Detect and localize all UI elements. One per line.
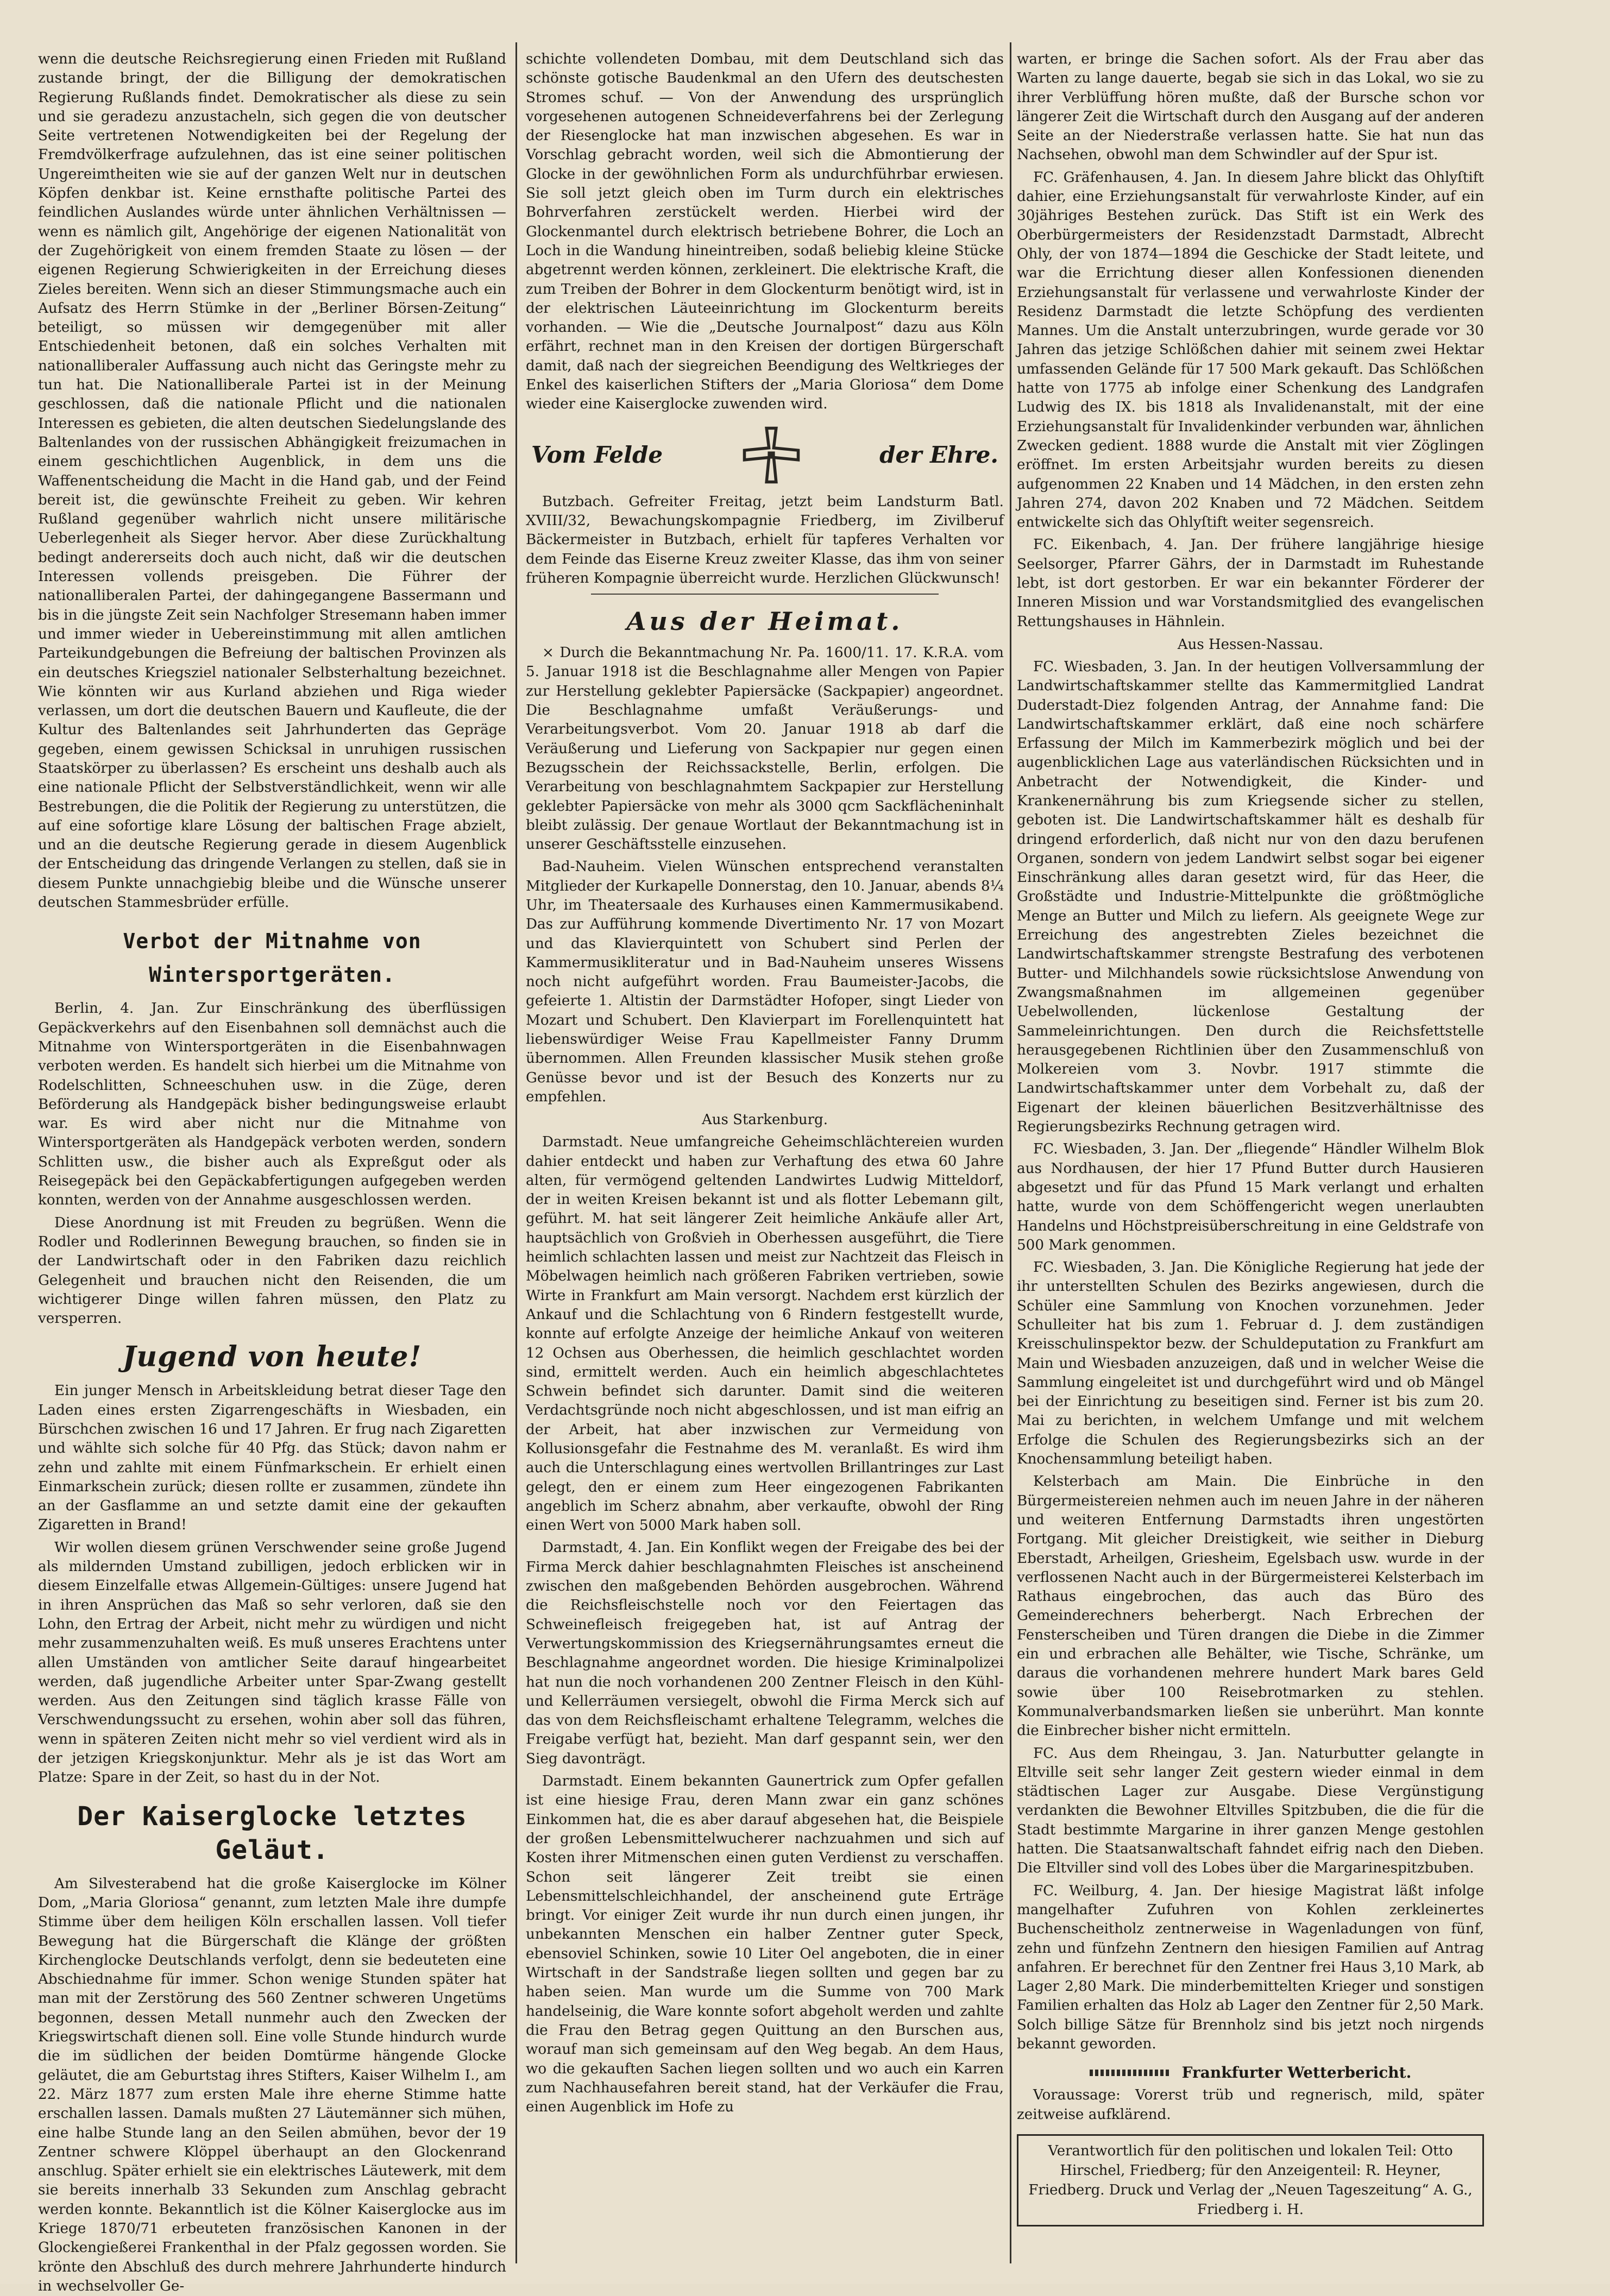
- article-paragraph: Am Silvesterabend hat die große Kaiserglocke im Kölner Dom, „Maria Gloriosa“ genannt, zum letzten Male ihre dumpfe Stimme über dem heiligen Köln erschallen lassen. Voll tiefer Bewegung hat die Bürgerschaft die Klänge der größten Kirchenglocke Deutschlands verfolgt, denn sie bedeuteten eine Abschiednahme für immer. Schon wenige Stunden später hat man mit der Zerstörung des 560 Zentner schweren Ungetüms begonnen, dessen Metall nunmehr auch den Zwecken der Kriegswirtschaft dienen soll. Eine volle Stunde hindurch wurde die im südlichen der beiden Domtürme hängende Glocke geläutet, die am Geburtstag ihres Stifters, Kaiser Wilhelm I., am 22. März 1877 zum ersten Male ihre eherne Stimme hatte erschallen lassen. Damals mußten 27 Läutemänner sich mühen, eine halbe Stunde lang an den Seilen abmühen, bevor der 19 Zentner schwere Klöppel überhaupt an den Glockenrand anschlug. Später erhielt sie ein elektrisches Läutewerk, mit dem sie bereits innerhalb 33 Sekunden zum Anschlag gebracht werden konnte. Bekanntlich ist die Kölner Kaiserglocke aus im Kriege 1870/71 erbeuteten französischen Kanonen in der Glockengießerei Frankenthal in der Pfalz gegossen worden. Sie krönte den Abschluß des durch mehrere Jahrhunderte hindurch in wechselvoller Ge-: [38, 1875, 506, 2294]
- article-paragraph: Diese Anordnung ist mit Freuden zu begrüßen. Wenn die Rodler und Rodlerinnen Bewegung brauchen, so finden sie in der Landwirtschaft oder in den Fabriken dazu reichlich Gelegenheit und brauchen nicht den Reisenden, die um wichtigerer Dinge willen fahren müssen, den Platz zu versperren.: [38, 1214, 506, 1327]
- article-paragraph: Berlin, 4. Jan. Zur Einschränkung des überflüssigen Gepäckverkehrs auf den Eisenbahnen soll demnächst auch die Mitnahme von Wintersportgeräten in die Eisenbahnwagen verboten werden. Es handelt sich hierbei um die Mitnahme von Rodelschlitten, Schneeschuhen usw. in die Züge, deren Beförderung als Handgepäck bisher bedingungsweise erlaubt war. Es wird aber nicht nur die Mitnahme von Wintersportgeräten als Handgepäck verboten werden, sondern Schlitten usw., die bisher auch als Expreßgut oder als Reisegepäck bei den Gepäckabfertigungen aufgegeben werden konnten, werden von der Annahme ausgeschlossen werden.: [38, 1000, 506, 1209]
- article-paragraph: schichte vollendeten Dombau, mit dem Deutschland sich das schönste gotische Baudenkmal an den Ufern des deutschesten Stromes schuf. — Von der Anwendung des ursprünglich vorgesehenen autogenen Schneideverfahrens bei der Zerlegung der Riesenglocke hat man inzwischen abgesehen. Es war in Vorschlag gebracht worden, weil sich die Abmontierung der Glocke in der gewöhnlichen Form als undurchführbar erwiesen. Sie soll jetzt gleich oben im Turm durch ein elektrisches Bohrverfahren zerstückelt werden. Hierbei wird der Glockenmantel durch elektrisch betriebene Bohrer, die Loch an Loch in die Wandung hineintreiben, sodaß beliebig kleine Stücke abgetrennt werden können, zerkleinert. Die elektrische Kraft, die zum Treiben der Bohrer in dem Glockenturm benötigt wird, ist in der elektrischen Läuteeinrichtung im Glockenturm bereits vorhanden. — Wie die „Deutsche Journalpost“ dazu aus Köln erfährt, rechnet man in den Kreisen der dortigen Bürgerschaft damit, daß nach der siegreichen Beendigung des Weltkrieges der Enkel des kaiserlichen Stifters der „Maria Gloriosa“ dem Dome wieder eine Kaiserglocke zuwenden wird.: [526, 51, 1004, 413]
- honor-headline-right: der Ehre.: [879, 441, 998, 469]
- separator-rule: [591, 594, 939, 595]
- article-headline: Der Kaiserglocke letztes Geläut.: [77, 1801, 467, 1865]
- ornament-rule: [1090, 2070, 1171, 2076]
- article-paragraph: wenn die deutsche Reichsregierung einen Frieden mit Rußland zustande bringt, der die Billigung der demokratischen Regierung Rußlands findet. Demokratischer als diese zu sein und sie geradezu anzustacheln, sich gegen die von deutscher Seite vertretenen Notwendigkeiten bei der Regelung der Fremdvölkerfrage aufzulehnen, das ist eine seiner politischen Ungereimtheiten wie sie auf der ganzen Welt nur in deutschen Köpfen denkbar ist. Keine ernsthafte politische Partei des feindlichen Auslandes würde unter ähnlichen Verhältnissen — wenn es nämlich gilt, Angehörige der eigenen Nationalität von der Zugehörigkeit von einem fremden Staate zu lösen — der eigenen Regierung Schwierigkeiten in der Erreichung dieses Zieles bereiten. Wenn sich an dieser Stimmungsmache auch ein Aufsatz des Herrn Stümke in der „Berliner Börsen-Zeitung“ beteiligt, so müssen wir demgegenüber mit aller Entschiedenheit betonen, daß ein solches Verhalten mit nationalliberaler Auffassung auch nicht das Geringste mehr zu tun hat. Die Nationalliberale Partei ist in der Meinung geschlossen, daß die nationale Pflicht und die nationalen Interessen es gebieten, die alten deutschen Siedelungslande des Baltenlandes von der russischen Abhängigkeit freizumachen in einem geschichtlichen Augenblick, in dem uns die Waffenentscheidung die Macht in die Hand gab, und der Feind bereit ist, die gewünschte Freiheit zu geben. Wir kehren Rußland gegenüber wahrlich nicht unsere militärische Ueberlegenheit als Sieger hervor. Aber diese Zurückhaltung bedingt andererseits doch auch nicht, daß wir die deutschen Interessen vollends preisgeben. Die Führer der nationalliberalen Partei, der dahingegangene Bassermann und bis in die jüngste Zeit sein Nachfolger Stresemann haben immer und immer wieder in Uebereinstimmung mit allen amtlichen Parteikundgebungen die Befreiung der baltischen Provinzen als ein deutsches Kriegsziel nationaler Selbsterhaltung bezeichnet. Wie könnten wir aus Kurland abziehen und Riga wieder verlassen, um dort die deutschen Bauern und Kaufleute, die der Kultur des Baltenlandes seit Jahrhunderten das Gepräge gegeben, einem gewissen Schicksal in unruhigen russischen Staatskörper zu überlassen? Es erscheint uns deshalb auch als eine nationale Pflicht der Selbstverständlichkeit, wenn wir alle Bestrebungen, die die Politik der Regierung zu unterstützen, die auf eine sofortige klare Lösung der baltischen Frage abzielt, und an die deutsche Regierung gerade in diesem Augenblick der Entscheidung das dringende Verlangen zu stellen, daß sie in diesem Punkte unnachgiebig bleibe und die Wünsche unserer deutschen Stammesbrüder erfülle.: [38, 51, 506, 911]
- article-paragraph: FC. Eikenbach, 4. Jan. Der frühere langjährige hiesige Seelsorger, Pfarrer Gährs, der in Darmstadt im Ruhestande lebt, ist dort gestorben. Er war ein bekannter Förderer der Inneren Mission und war Vorstandsmitglied des evangelischen Rettungshauses in Hähnlein.: [1017, 537, 1484, 630]
- article-paragraph: FC. Wiesbaden, 3. Jan. In der heutigen Vollversammlung der Landwirtschaftskammer stellte das Kammermitglied Landrat Duderstadt-Diez folgenden Antrag, der Annahme fand: Die Landwirtschaftskammer erklärt, daß eine noch schärfere Erfassung der Milch im Kammerbezirk möglich und bei der augenblicklichen Lage aus vaterländischen Rücksichten und in Anbetracht der Notwendigkeit, die Kinder- und Krankenernährung bis zum Kriegsende sicher zu stellen, geboten ist. Die Landwirtschaftskammer hält es deshalb für dringend erforderlich, daß nicht nur von den dazu berufenen Organen, sondern von jedem Landwirt selbst sogar bei eigener Einschränkung alles daran gesetzt wird, für das Heer, die Großstädte und Industrie-Mittelpunkte die größtmögliche Menge an Butter und Milch zu liefern. Als geeignete Wege zur Erreichung des angestrebten Zieles bezeichnet die Landwirtschaftskammer strengste Bestrafung des verbotenen Butter- und Milchhandels sowie rücksichtslose Anwendung von Zwangsmaßnahmen im allgemeinen gegenüber Uebelwollenden, lückenlose Gestaltung der Sammeleinrichtungen. Den durch die Reichsfettstelle herausgegebenen Richtlinien über den Zusammenschluß von Molkereien vom 3. Novbr. 1917 stimmte die Landwirtschaftskammer unter dem Vorbehalt zu, daß der Eigenart der kleinen bäuerlichen Besitzverhältnisse des Regierungsbezirks Rechnung getragen wird.: [1017, 658, 1484, 1136]
- article-paragraph: Bad-Nauheim. Vielen Wünschen entsprechend veranstalten Mitglieder der Kurkapelle Donnerstag, den 10. Januar, abends 8¼ Uhr, im Theatersaale des Kurhauses einen Kammermusikabend. Das zur Aufführung kommende Divertimento Nr. 17 von Mozart und das Klavierquintett von Schubert sind Perlen der Kammermusikliteratur und in Bad-Nauheim unseres Wissens noch nicht aufgeführt worden. Frau Baumeister-Jacobs, die gefeierte 1. Altistin der Darmstädter Hofoper, singt Lieder von Mozart und Schubert. Den Klavierpart im Forellenquintett hat liebenswürdiger Weise Frau Kapellmeister Fanny Drumm übernommen. Allen Freunden klassischer Musik stehen große Genüsse bevor und ist der Besuch des Konzerts nur zu empfehlen.: [526, 859, 1004, 1105]
- column-rule: [1010, 42, 1011, 2263]
- weather-title: Frankfurter Wetterbericht.: [1181, 2064, 1412, 2082]
- article-paragraph: Voraussage: Vorerst trüb und regnerisch, mild, später zeitweise aufklärend.: [1017, 2087, 1484, 2123]
- article-paragraph: warten, er bringe die Sachen sofort. Als der Frau aber das Warten zu lange dauerte, begab sie sich in das Lokal, wo sie zu ihrer Verblüffung hören mußte, daß der Bursche schon vor längerer Zeit die Wirtschaft durch den Ausgang auf der anderen Seite an der Niederstraße verlassen hatte. Sie hat nun das Nachsehen, obwohl man dem Schwindler auf der Spur ist.: [1017, 51, 1484, 163]
- article-paragraph: FC. Wiesbaden, 3. Jan. Der „fliegende“ Händler Wilhelm Blok aus Nordhausen, der hier 17 Pfund Butter durch Hausieren abgesetzt und für das Pfund 15 Mark verlangt und erhalten hatte, wurde von dem Schöffengericht wegen unerlaubten Handelns und Höchstpreisüberschreitung in eine Geldstrafe von 500 Mark genommen.: [1017, 1141, 1484, 1253]
- article-headline: Jugend von heute!: [122, 1340, 422, 1374]
- article-paragraph: FC. Weilburg, 4. Jan. Der hiesige Magistrat läßt infolge mangelhafter Zufuhren von Kohlen zerkleinertes Buchenscheitholz zentnerweise in Wagenladungen von fünf, zehn und fünfzehn Zentnern den hiesigen Familien auf Antrag anfahren. Er berechnet für den Zentner frei Haus 3,10 Mark, ab Lager 2,80 Mark. Die minderbemittelten Krieger und sonstigen Familien erhalten das Holz ab Lager den Zentner für 2,50 Mark. Solch billige Sätze für Brennholz sind bis jetzt noch nirgends bekannt geworden.: [1017, 1882, 1484, 2052]
- imprint-box: Verantwortlich für den politischen und lokalen Teil: Otto Hirschel, Friedberg; für den Anzeigenteil: R. Heyner, Friedberg. Druck und Verlag der „Neuen Tageszeitung“ A. G., Friedberg i. H.: [1017, 2134, 1484, 2226]
- article-paragraph: Darmstadt. Einem bekannten Gaunertrick zum Opfer gefallen ist eine hiesige Frau, deren Mann zwar ein ganz schönes Einkommen hat, die es aber darauf abgesehen hat, die Beispiele der großen Lebensmittelwucherer nachzuahmen und sich auf Kosten ihrer Mitmenschen einen guten Verdienst zu verschaffen. Schon seit längerer Zeit treibt sie einen Lebensmittelschleichhandel, der anscheinend gute Erträge bringt. Vor einiger Zeit wurde ihr nun durch einen jungen, ihr unbekannten Menschen ein halber Zentner guter Speck, ebensoviel Schinken, sowie 10 Liter Oel angeboten, die in einer Wirtschaft in der Sandstraße liegen sollten und gegen bar zu haben seien. Man wurde um die Summe von 700 Mark handelseinig, die Ware konnte sofort abgeholt werden und zahlte die Frau den Betrag gegen Quittung an den Burschen aus, worauf man sich gemeinsam auf den Weg begab. An dem Haus, wo die gekauften Sachen liegen sollten und wo auch ein Karren zum Nachhausefahren bereit stand, hat der Verkäufer die Frau, einen Augenblick im Hofe zu: [526, 1773, 1004, 2116]
- article-paragraph: Darmstadt. Neue umfangreiche Geheimschlächtereien wurden dahier entdeckt und haben zur Verhaftung des etwa 60 Jahre alten, für vermögend geltenden Landwirtes Ludwig Mitteldorf, der in weiten Kreisen bekannt ist und als flotter Lebemann gilt, geführt. M. hat seit längerer Zeit heimliche Ankäufe aller Art, hauptsächlich von Großvieh in Oberhessen ausgeführt, die Tiere heimlich schlachten lassen und meist zur Nachtzeit das Fleisch in Möbelwagen heimlich nach größeren Fabriken vertrieben, sowie Wirte in Frankfurt am Main versorgt. Nachdem erst kürzlich der Ankauf und die Schlachtung von 6 Rindern festgestellt wurde, konnte auf erfolgte Anzeige der heimliche Ankauf von weiteren 12 Ochsen aus Oberhessen, die heimlich geschlachtet worden sind, ermittelt werden. Auch ein heimlich abgeschlachtetes Schwein befindet sich darunter. Damit sind die weiteren Verdachtsgründe noch nicht abgeschlossen, und ist man eifrig an der Arbeit, hat aber inzwischen zur Vermeidung von Kollusionsgefahr die Festnahme des M. veranlaßt. Es wird ihm auch die Unterschlagung eines wertvollen Brillantringes zur Last gelegt, den er einem zum Heer eingezogenen Fabrikanten angeblich im Scherz abnahm, aber verkaufte, obwohl der Ring einen Wert von 5000 Mark haben soll.: [526, 1134, 1004, 1534]
- weather-headline: [1017, 2064, 1484, 2081]
- article-headline: Verbot der Mitnahme von Wintersportgeräten.: [123, 929, 422, 987]
- article-paragraph: FC. Aus dem Rheingau, 3. Jan. Naturbutter gelangte in Eltville seit sehr langer Zeit gestern wieder einmal in dem städtischen Lager zur Ausgabe. Diese Vergünstigung verdankten die Bewohner Eltvilles Spitzbuben, die die für die Stadt bestimmte Margarine in ihrer ganzen Menge gestohlen hatten. Die Staatsanwaltschaft fahndet eifrig nach den Dieben. Die Eltviller sind voll des Lobes über die Margarinespitzbuben.: [1017, 1745, 1484, 1877]
- article-paragraph: FC. Wiesbaden, 3. Jan. Die Königliche Regierung hat jede der ihr unterstellten Schulen des Bezirks angewiesen, durch die Schüler eine Sammlung von Knochen vorzunehmen. Jeder Schulleiter hat bis zum 1. Februar d. J. dem zuständigen Kreisschulinspektor bezw. der Schuldeputation zu Frankfurt am Main und Wiesbaden anzuzeigen, daß und in welcher Weise die Sammlung eingeleitet ist und durchgeführt wird und ob Mängel bei der Einrichtung zu beseitigen sind. Ferner ist bis zum 20. Mai zu berichten, in welchem Umfange und mit welchem Erfolge die Schulen des Regierungsbezirks sich an der Knochensammlung beteiligt haben.: [1017, 1259, 1484, 1468]
- iron-cross-icon: [741, 425, 801, 485]
- article-paragraph: Wir wollen diesem grünen Verschwender seine große Jugend als mildernden Umstand zubilligen, jedoch erblicken wir in diesem Einzelfalle etwas Allgemein-Gültiges: unsere Jugend hat in ihren Ansprüchen das Maß so sehr verloren, daß sie den Lohn, den Ertrag der Arbeit, nicht mehr zu würdigen und nicht mehr zusammenzuhalten weiß. Es muß unseres Erachtens unter allen Umständen von amtlicher Seite darauf hingearbeitet werden, daß jugendliche Arbeiter unter Spar-Zwang gestellt werden. Aus den Zeitungen sind täglich krasse Fälle von Verschwendungssucht zu ersehen, wohin aber soll das führen, wenn in späteren Zeiten nicht mehr so viel verdient wird als in der jetzigen Kriegskonjunktur. Mehr als je ist das Wort am Platze: Spare in der Zeit, so hast du in der Not.: [38, 1539, 506, 1786]
- column-2: [526, 50, 1004, 2266]
- honor-headline: [531, 425, 998, 485]
- column-1: [38, 50, 506, 2294]
- article-paragraph: Kelsterbach am Main. Die Einbrüche in den Bürgermeistereien nehmen auch im neuen Jahre in der näheren und weiteren Entfernung Darmstadts ihren ungestörten Fortgang. Mit gleicher Dreistigkeit, wie seither in Dieburg Eberstadt, Arheilgen, Griesheim, Egelsbach usw. wurde in der verflossenen Nacht auch in der Bürgermeisterei Kelsterbach im Rathaus eingebrochen, das auch das Büro des Gemeinderechners beherbergt. Nach Erbrechen der Fensterscheiben und Türen drangen die Diebe in die Zimmer ein und erbrachen alle Behälter, wie Tische, Schränke, um daraus die vorhandenen mehrere hundert Mark bares Geld sowie über 100 Reisebrotmarken zu stehlen. Kommunalverbandsmarken ließen sie unberührt. Man konnte die Einbrecher bisher nicht ermitteln.: [1017, 1473, 1484, 1739]
- article-paragraph: × Durch die Bekanntmachung Nr. Pa. 1600/11. 17. K.R.A. vom 5. Januar 1918 ist die Beschlagnahme aller Mengen von Papier zur Herstellung geklebter Papiersäcke (Sackpapier) angeordnet. Die Beschlagnahme umfaßt Veräußerungs- und Verarbeitungsverbot. Vom 20. Januar 1918 ab darf die Veräußerung und Lieferung von Sackpapier nur gegen einen Bezugsschein der Reichssackstelle, Berlin, erfolgen. Die Verarbeitung von beschlagnahmtem Sackpapier zur Herstellung geklebter Papiersäcke von mehr als 3000 qcm Sackflächeninhalt bleibt zulässig. Der genaue Wortlaut der Bekanntmachung ist in unserer Geschäftsstelle einzusehen.: [526, 645, 1004, 853]
- section-heading: Aus Starkenburg.: [702, 1112, 828, 1128]
- column-rule: [515, 42, 517, 2263]
- section-heading: Aus Hessen-Nassau.: [1177, 636, 1324, 653]
- article-paragraph: Ein junger Mensch in Arbeitskleidung betrat dieser Tage den Laden eines ersten Zigarrengeschäfts in Wiesbaden, ein Bürschchen zwischen 16 und 17 Jahren. Er frug nach Zigaretten und wählte sich solche für 40 Pfg. das Stück; davon nahm er zehn und zahlte mit einem Fünfmarkschein. Er erhielt einen Einmarkschein zurück; diesen rollte er zusammen, zündete ihn an der Gasflamme an und setzte damit eine der gekauften Zigaretten in Brand!: [38, 1383, 506, 1534]
- column-3: [1017, 50, 1484, 2266]
- article-paragraph: Darmstadt, 4. Jan. Ein Konflikt wegen der Freigabe des bei der Firma Merck dahier beschlagnahmten Fleisches ist anscheinend zwischen den maßgebenden Behörden ausgebrochen. Während die Reichsfleischstelle noch vor den Feiertagen das Schweinefleisch freigegeben hat, ist auf Antrag der Verwertungskommission des Kriegsernährungsamtes erneut die Beschlagnahme angeordnet worden. Die hiesige Kriminalpolizei hat nun die noch vorhandenen 200 Zentner Fleisch in den Kühl- und Kellerräumen versiegelt, obwohl die Firma Merck sich auf das von dem Reichsfleischamt erhaltene Telegramm, welches die Freigabe verfügt hat, bezieht. Man darf gespannt sein, wer den Sieg davonträgt.: [526, 1540, 1004, 1767]
- section-headline: Aus der Heimat.: [626, 607, 903, 636]
- honor-headline-left: Vom Felde: [531, 441, 663, 469]
- article-paragraph: Butzbach. Gefreiter Freitag, jetzt beim Landsturm Batl. XVIII/32, Bewachungskompagnie Friedberg, im Zivilberuf Bäckermeister in Butzbach, erhielt für tapferes Verhalten vor dem Feinde das Eiserne Kreuz zweiter Klasse, das ihm von seiner früheren Kompagnie überreicht wurde. Herzlichen Glückwunsch!: [526, 493, 1004, 586]
- article-paragraph: FC. Gräfenhausen, 4. Jan. In diesem Jahre blickt das Ohlyſtift dahier, eine Erziehungsanstalt für verwahrloste Kinder, auf ein 30jähriges Bestehen zurück. Das Stift ist ein Werk des Oberbürgermeisters der Residenzstadt Darmstadt, Albrecht Ohly, der von 1874—1894 die Geschicke der Stadt leitete, und war die Errichtung dieser allen Konfessionen dienenden Erziehungsanstalt für verlassene und verwahrloste Kinder der Residenz Darmstadt die letzte Schöpfung des verdienten Mannes. Um die Anstalt unterzubringen, wurde gerade vor 30 Jahren das jetzige Schlößchen dahier mit seinem zwei Hektar umfassenden Gelände für 17 500 Mark gekauft. Das Schlößchen hatte von 1775 ab infolge einer Schenkung des Landgrafen Ludwig des IX. bis 1818 als Invalidenanstalt, mit der eine Erziehungsanstalt für Invalidenkinder verbunden war, ähnlichen Zwecken gedient. 1888 wurde die Anstalt mit vier Zöglingen eröffnet. Im ersten Arbeitsjahr wurden bereits zu diesen aufgenommen 22 Knaben und 14 Mädchen, in den ersten zehn Jahren 274, davon 202 Knaben und 72 Mädchen. Seitdem entwickelte sich das Ohlyſtift weiter segensreich.: [1017, 169, 1484, 531]
